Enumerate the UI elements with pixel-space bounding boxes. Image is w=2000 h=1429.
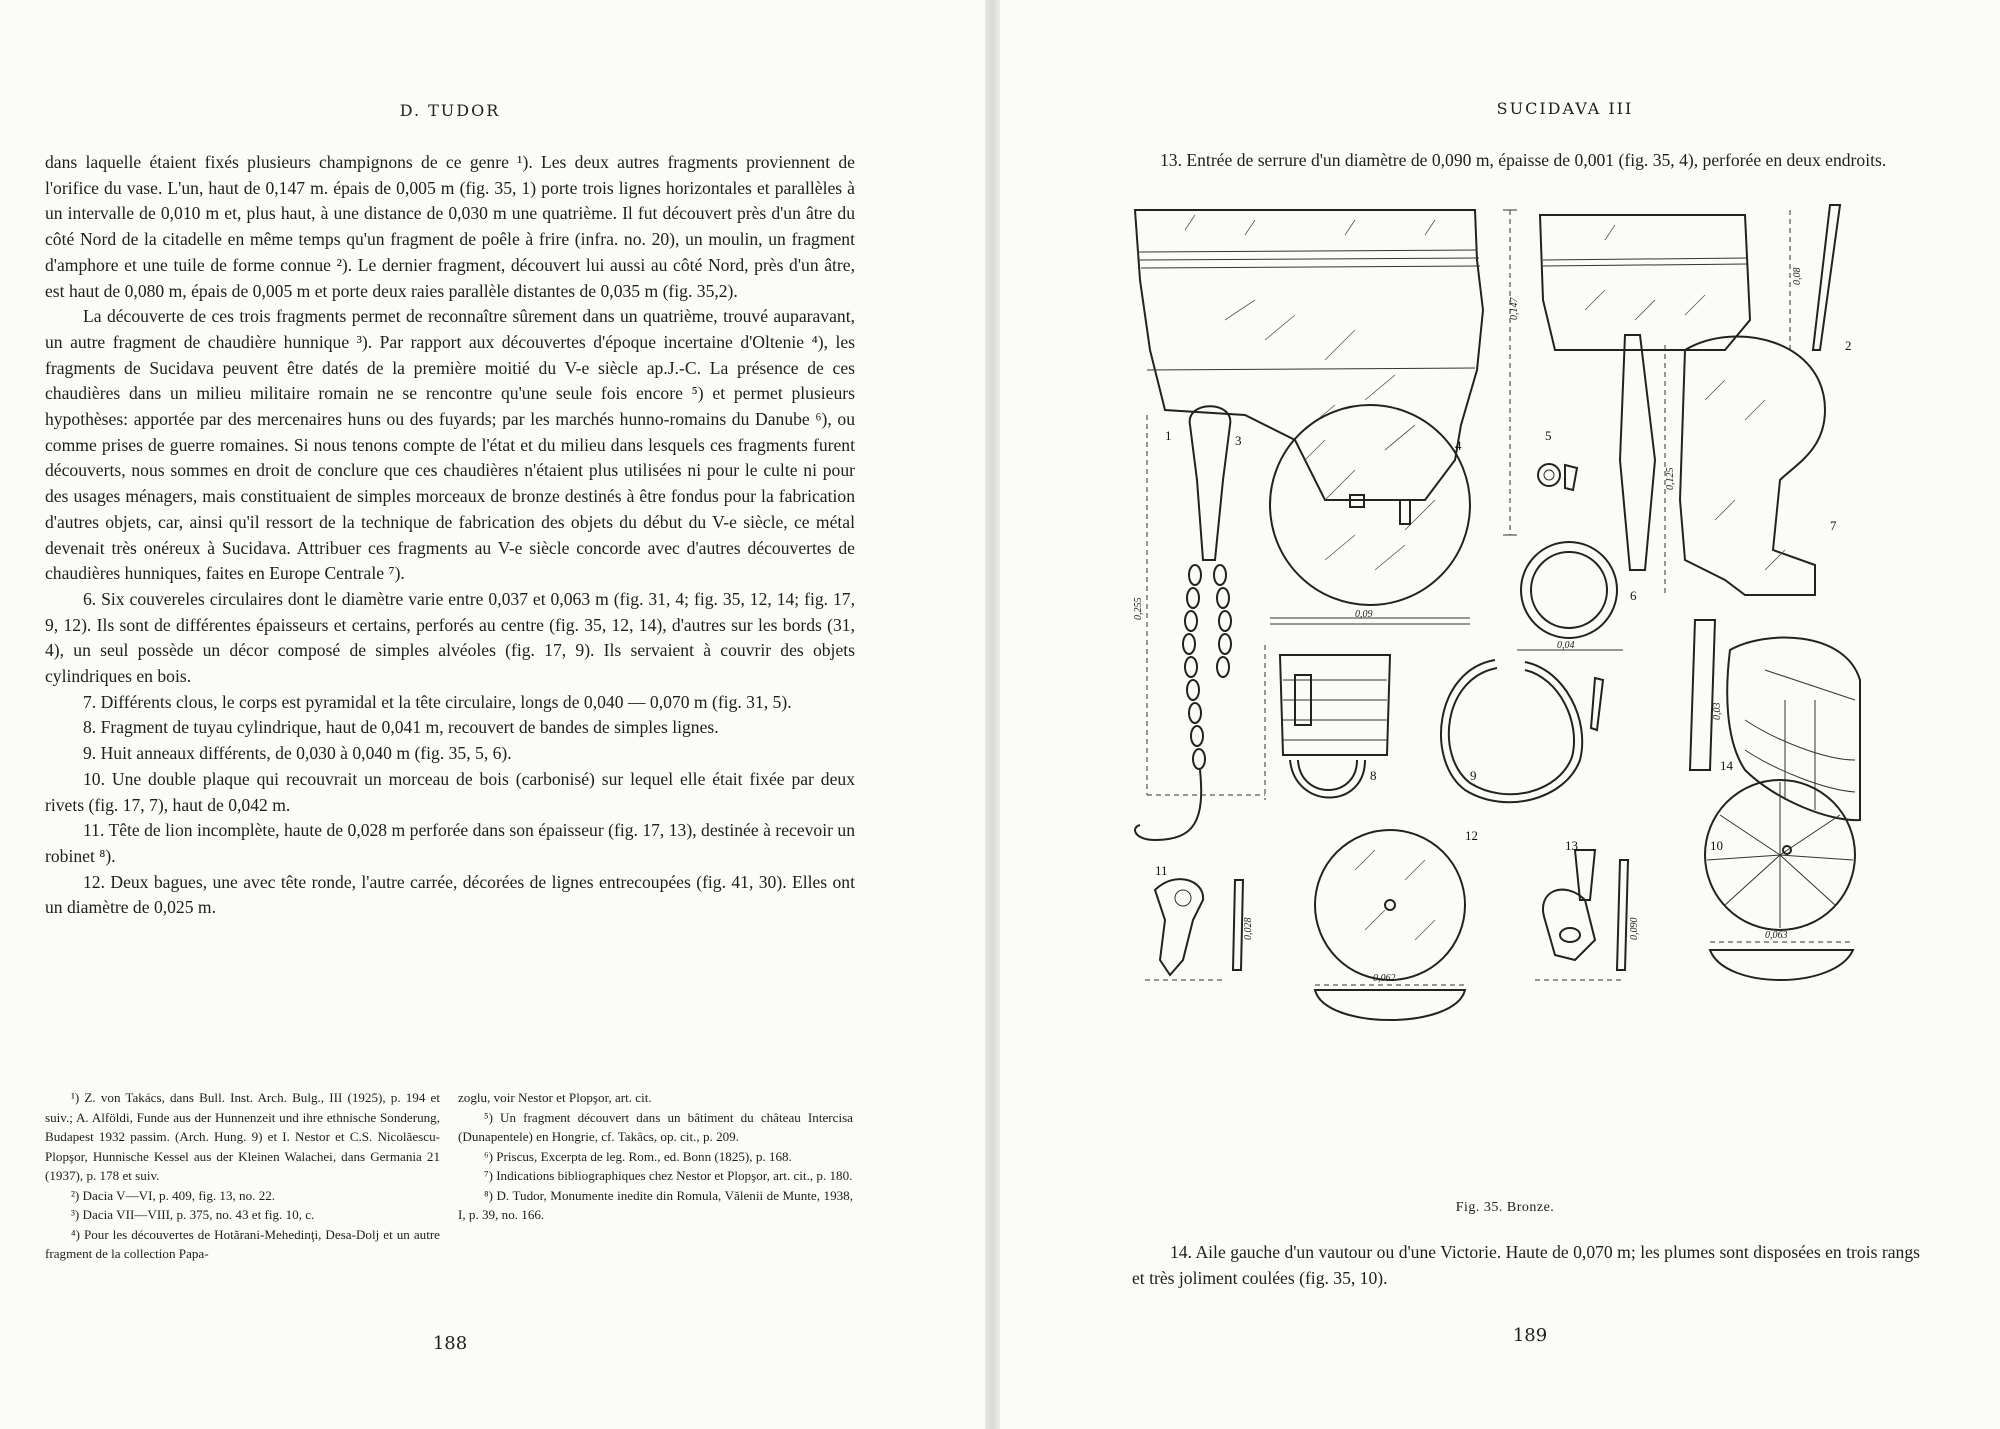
figure-label-14: 14 (1720, 758, 1733, 773)
footnote: ⁵) Un fragment découvert dans un bâtiment du château Intercisa (Dunapentele) en Hongrie, cf. Takâcs, op. cit., p. 209. (458, 1109, 853, 1144)
book-gutter (985, 0, 1000, 1429)
measure-0-062: 0,062 (1373, 973, 1396, 984)
figure-label-8: 8 (1370, 768, 1377, 783)
page-number-right: 189 (1512, 1325, 1548, 1346)
paragraph: dans laquelle étaient fixés plusieurs champignons de ce genre ¹). Les deux autres fragments proviennent de l'orifice du vase. L'un, haut de 0,147 m. épais de 0,005 m (fig. 35, 1) porte trois lignes horizontales et parallèles à un intervalle de 0,010 m et, plus haut, à une distance de 0,030 m une quatrième. Il fut découvert près d'un âtre du côté Nord de la citadelle en même temps qu'un fragment de poêle à frire (infra. no. 20), un moulin, un fragment d'amphore et une tuile de forme connue ²). Le dernier fragment, découvert lui aussi au côté Nord, près d'un âtre, est haut de 0,080 m, épais de 0,005 m et porte deux raies parallèle distantes de 0,035 m (fig. 35,2). (45, 152, 855, 301)
object-4-lock-plate (1270, 405, 1470, 624)
object-3-chain (1135, 406, 1265, 840)
object-6-bracelet (1517, 542, 1623, 650)
measure-0-147: 0,147 (1509, 297, 1520, 320)
paragraph: 13. Entrée de serrure d'un diamètre de 0,090 m, épaisse de 0,001 (fig. 35, 4), perforée en deux endroits. (1160, 150, 1887, 170)
measure-0-028: 0,028 (1243, 917, 1254, 940)
paragraph: 6. Six couvereles circulaires dont le diamètre varie entre 0,037 et 0,063 m (fig. 31, 4; fig. 35, 12, 14; fig. 17, 9, 12). Ils sont de différentes épaisseurs et certains, perforés au centre (fig. 35, 12, 14), d'autres sur les bords (31, 4), un seul possède un décor composé de simples alvéoles (fig. 17, 9). Ils servaient à couvrir des objets cylindriques en bois. (45, 588, 855, 687)
running-header-right: SUCIDAVA III (1496, 99, 1634, 118)
footnote: ³) Dacia VII—VIII, p. 375, no. 43 et fig. 10, c. (71, 1207, 315, 1222)
footnote: ⁶) Priscus, Excerpta de leg. Rom., ed. Bonn (1825), p. 168. (484, 1148, 792, 1164)
paragraph: 8. Fragment de tuyau cylindrique, haut de 0,041 m, recouvert de bandes de simples lignes. (83, 717, 719, 738)
main-text-left (45, 150, 855, 921)
object-7-plaque (1620, 335, 1825, 595)
figure-caption: Fig. 35. Bronze. (1455, 1200, 1555, 1215)
figure-label-9: 9 (1470, 768, 1477, 783)
measure-0-04: 0,04 (1557, 640, 1575, 651)
figure-35-plate (1125, 200, 1885, 1185)
paragraph: 9. Huit anneaux différents, de 0,030 à 0,040 m (fig. 35, 5, 6). (83, 743, 512, 764)
figure-label-12: 12 (1465, 828, 1478, 843)
object-11-fragment (1145, 879, 1243, 980)
paragraph: 14. Aile gauche d'un vautour ou d'une Victorie. Haute de 0,070 m; les plumes sont disposées en trois rangs et très joliment coulées (fig. 35, 10). (1132, 1242, 1920, 1288)
object-13-tap (1535, 850, 1628, 980)
paragraph: 10. Une double plaque qui recouvrait un morceau de bois (carbonisé) sur lequel elle était fixée par deux rivets (fig. 17, 7), haut de 0,042 m. (45, 768, 855, 815)
measure-0-125: 0,125 (1665, 467, 1676, 490)
measure-0-08: 0,08 (1792, 267, 1803, 285)
paragraph: 11. Tête de lion incomplète, haute de 0,028 m perforée dans son épaisseur (fig. 17, 13), destinée à recevoir un robinet ⁸). (45, 820, 855, 866)
footnote: ¹) Z. von Takács, dans Bull. Inst. Arch. Bulg., III (1925), p. 194 et suiv.; A. Alföldi, Funde aus der Hunnenzeit und ihre ethnische Sonderung, Budapest 1932 passim. (Arch. Hung. 9) et I. Nestor et C.S. Nicolăescu-Plopşor, Hunnische Kessel aus der Kleinen Walachei, dans Germania 21 (1937), p. 178 et suiv. (45, 1090, 440, 1183)
paragraph: La découverte de ces trois fragments permet de reconnaître sûrement dans un quatrième, trouvé auparavant, un autre fragment de chaudière hunnique ³). Par rapport aux découvertes d'époque incertaine d'Oltenie ⁴), les fragments de Sucidava peuvent être datés de la première moitié du V-e siècle ap.J.-C. La présence de ces chaudières dans un milieu militaire romain ne se rencontre qu'une seule fois encore ⁵) et permet plusieurs hypothèses: apportée par des mercenaires huns ou des fuyards; par les marchés hunno-romains du Danube ⁶), ou comme prises de guerre romaines. Si nous tenons compte de l'état et du milieu dans lesquels ces fragments furent découverts, nous sommes en droit de conclure que ces chaudières n'étaient plus utilisées ni pour le culte ni pour des usages ménagers, mais constituaient de simples morceaux de bronze destinés à être fondus pour la fabrication d'autres objets, car, ainsi qu'il ressort de la technique de fabrication des objets du début du V-e siècle, ce métal devenait très onéreux à Sucidava. Attribuer ces fragments au V-e siècle concorde avec d'autres découvertes de chaudières hunniques, faites en Europe Centrale ⁷). (45, 306, 855, 584)
paragraph: 7. Différents clous, le corps est pyramidal et la tête circulaire, longs de 0,040 — 0,070 m (fig. 31, 5). (83, 691, 792, 712)
object-14-lid (1705, 780, 1855, 980)
footnotes-column-2 (458, 1088, 853, 1225)
page-number-left: 188 (432, 1333, 468, 1354)
footnotes-column-1 (45, 1088, 440, 1264)
footnote: ²) Dacia V—VI, p. 409, fig. 13, no. 22. (71, 1187, 276, 1203)
object-5-ring (1538, 464, 1577, 490)
object-12-lid (1315, 830, 1465, 1020)
top-text-right (1122, 148, 1922, 174)
figure-label-1: 1 (1165, 428, 1172, 443)
measure-0-090: 0,090 (1629, 917, 1640, 940)
figure-label-6: 6 (1630, 588, 1637, 603)
figure-label-2: 2 (1845, 338, 1852, 353)
footnote: zoglu, voir Nestor et Plopşor, art. cit. (458, 1090, 652, 1105)
figure-label-5: 5 (1545, 428, 1552, 443)
running-header-left: D. TUDOR (399, 101, 501, 120)
left-page (0, 0, 985, 1429)
footnote: ⁴) Pour les découvertes de Hotărani-Mehedinţi, Desa-Dolj et un autre fragment de la collection Papa- (45, 1226, 440, 1261)
figure-label-11: 11 (1155, 863, 1168, 878)
figure-label-3: 3 (1235, 433, 1242, 448)
measure-0-063: 0,063 (1765, 930, 1788, 941)
measure-0-03: 0,03 (1712, 702, 1723, 720)
figure-drawing (1125, 200, 1885, 1185)
footnote: ⁷) Indications bibliographiques chez Nestor et Plopşor, art. cit., p. 180. (484, 1168, 853, 1183)
measure-0-255: 0,255 (1133, 597, 1144, 620)
paragraph: 12. Deux bagues, une avec tête ronde, l'autre carrée, décorées de lignes entrecoupées (fig. 41, 30). Elles ont un diamètre de 0,025 m. (45, 871, 855, 918)
figure-label-10: 10 (1710, 838, 1723, 853)
footnote: ⁸) D. Tudor, Monumente inedite din Romula, Vălenii de Munte, 1938, I, p. 39, no. 166. (458, 1187, 853, 1222)
object-9-open-ring (1441, 660, 1603, 802)
measure-0-09: 0,09 (1355, 609, 1373, 620)
bottom-text-right (1132, 1240, 1920, 1291)
figure-label-4: 4 (1455, 438, 1462, 453)
figure-label-13: 13 (1565, 838, 1578, 853)
figure-label-7: 7 (1830, 518, 1837, 533)
object-1-cauldron-fragment (1135, 210, 1517, 535)
